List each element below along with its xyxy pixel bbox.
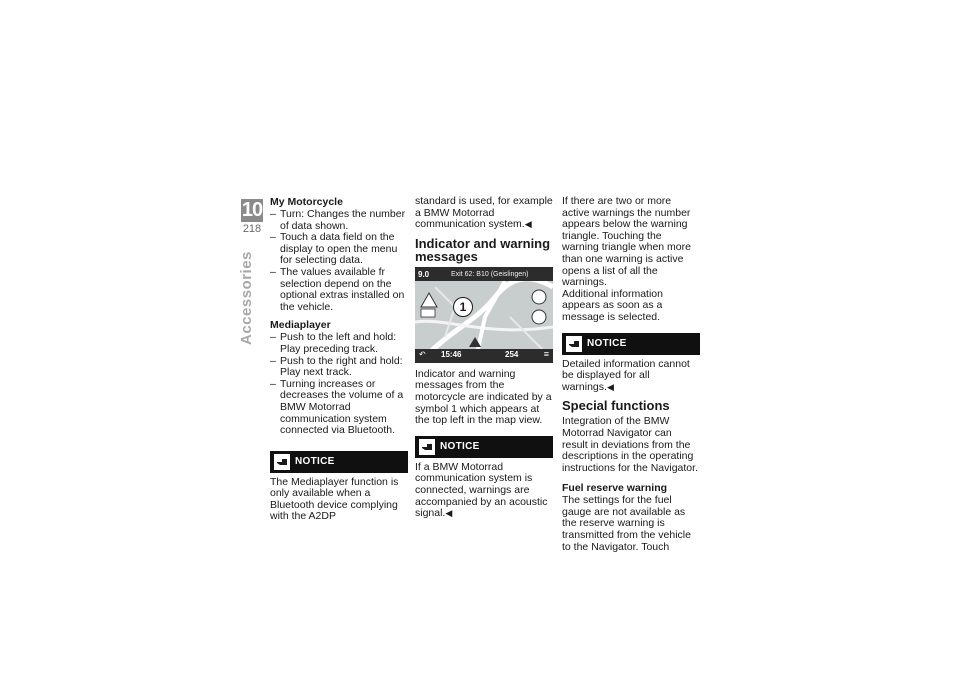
end-mark-icon: ◀ (606, 381, 614, 392)
back-arrow-icon: ↶ (419, 350, 426, 360)
next-street: Exit 62: B10 (Geislingen) (451, 270, 529, 278)
notice-text: The Mediaplayer function is only available when a Bluetooth device complying with the A2DP (270, 475, 399, 523)
special-functions-text: Integration of the BMW Motorrad Navigator can result in deviations from the descriptions in the operating instructions for the Navigator. (562, 415, 698, 474)
section-heading-special: Special functions (562, 398, 670, 414)
continued-text: standard is used, for example a BMW Motorrad communication system.◀ (415, 195, 553, 231)
notice-label: NOTICE (440, 440, 480, 452)
notice-text: Detailed information cannot be displayed for all warnings.◀ (562, 357, 690, 393)
chapter-number: 10 (241, 199, 263, 221)
page-number: 218 (242, 223, 262, 235)
notice-hand-icon (419, 439, 435, 455)
column-3 (562, 196, 700, 553)
mediaplayer-list (270, 332, 408, 436)
end-mark-icon: ◀ (524, 219, 532, 230)
fuel-reserve-text: The settings for the fuel gauge are not available as the reserve warning is transmitted from the vehicle to the Navigator. Touch (562, 494, 691, 553)
turn-distance: 9.0 (418, 269, 430, 279)
notice-label: NOTICE (295, 455, 335, 467)
warnings-text: If there are two or more active warnings the number appears below the warning triangle. Touching the warning triangle when more than one warning is active opens a list of all the warnings. (562, 195, 691, 289)
list-item: – Push to the left and hold: Play preceding track. (270, 332, 408, 355)
column-1 (270, 196, 408, 523)
list-item: – Touch a data field on the display to open the menu for selecting data. (270, 232, 408, 267)
nav-bottom-bar (415, 349, 553, 363)
list-item: – The values available fr selection depend on the optional extras installed on the vehicle. (270, 267, 408, 313)
notice-box (415, 436, 553, 458)
end-mark-icon: ◀ (445, 508, 453, 519)
menu-icon: ≡ (543, 349, 549, 360)
list-item: – Turn: Changes the number of data shown. (270, 209, 408, 232)
notice-hand-icon (274, 454, 290, 470)
notice-hand-icon (566, 336, 582, 352)
chapter-title: Accessories (238, 251, 255, 345)
my-motorcycle-heading: My Motorcycle (270, 196, 343, 208)
navigator-screenshot (415, 267, 553, 363)
indicator-body: Indicator and warning messages from the motorcycle are indicated by a symbol 1 which appears at the top left in the map view. (415, 367, 552, 427)
column-2 (415, 196, 553, 520)
notice-text: If a BMW Motorrad communication system is connected, warnings are accompanied by an acoustic signal.◀ (415, 460, 548, 520)
notice-box (270, 451, 408, 473)
notice-box (562, 333, 700, 355)
list-item: – Push to the right and hold: Play next track. (270, 356, 408, 379)
additional-info-text: Additional information appears as soon as a message is selected. (562, 287, 663, 323)
arrival-time: 15:46 (441, 350, 462, 360)
my-motorcycle-list (270, 209, 408, 313)
section-heading-indicator: Indicator and warning messages (415, 235, 551, 264)
mediaplayer-heading: Mediaplayer (270, 319, 331, 332)
notice-label: NOTICE (587, 337, 627, 349)
list-item: – Turning increases or decreases the volume of a BMW Motorrad communication system connected via Bluetooth. (270, 379, 408, 437)
remaining-distance: 254 (505, 350, 519, 360)
warning-symbol-callout: 1 (453, 297, 473, 317)
fuel-reserve-heading: Fuel reserve warning (562, 482, 668, 495)
